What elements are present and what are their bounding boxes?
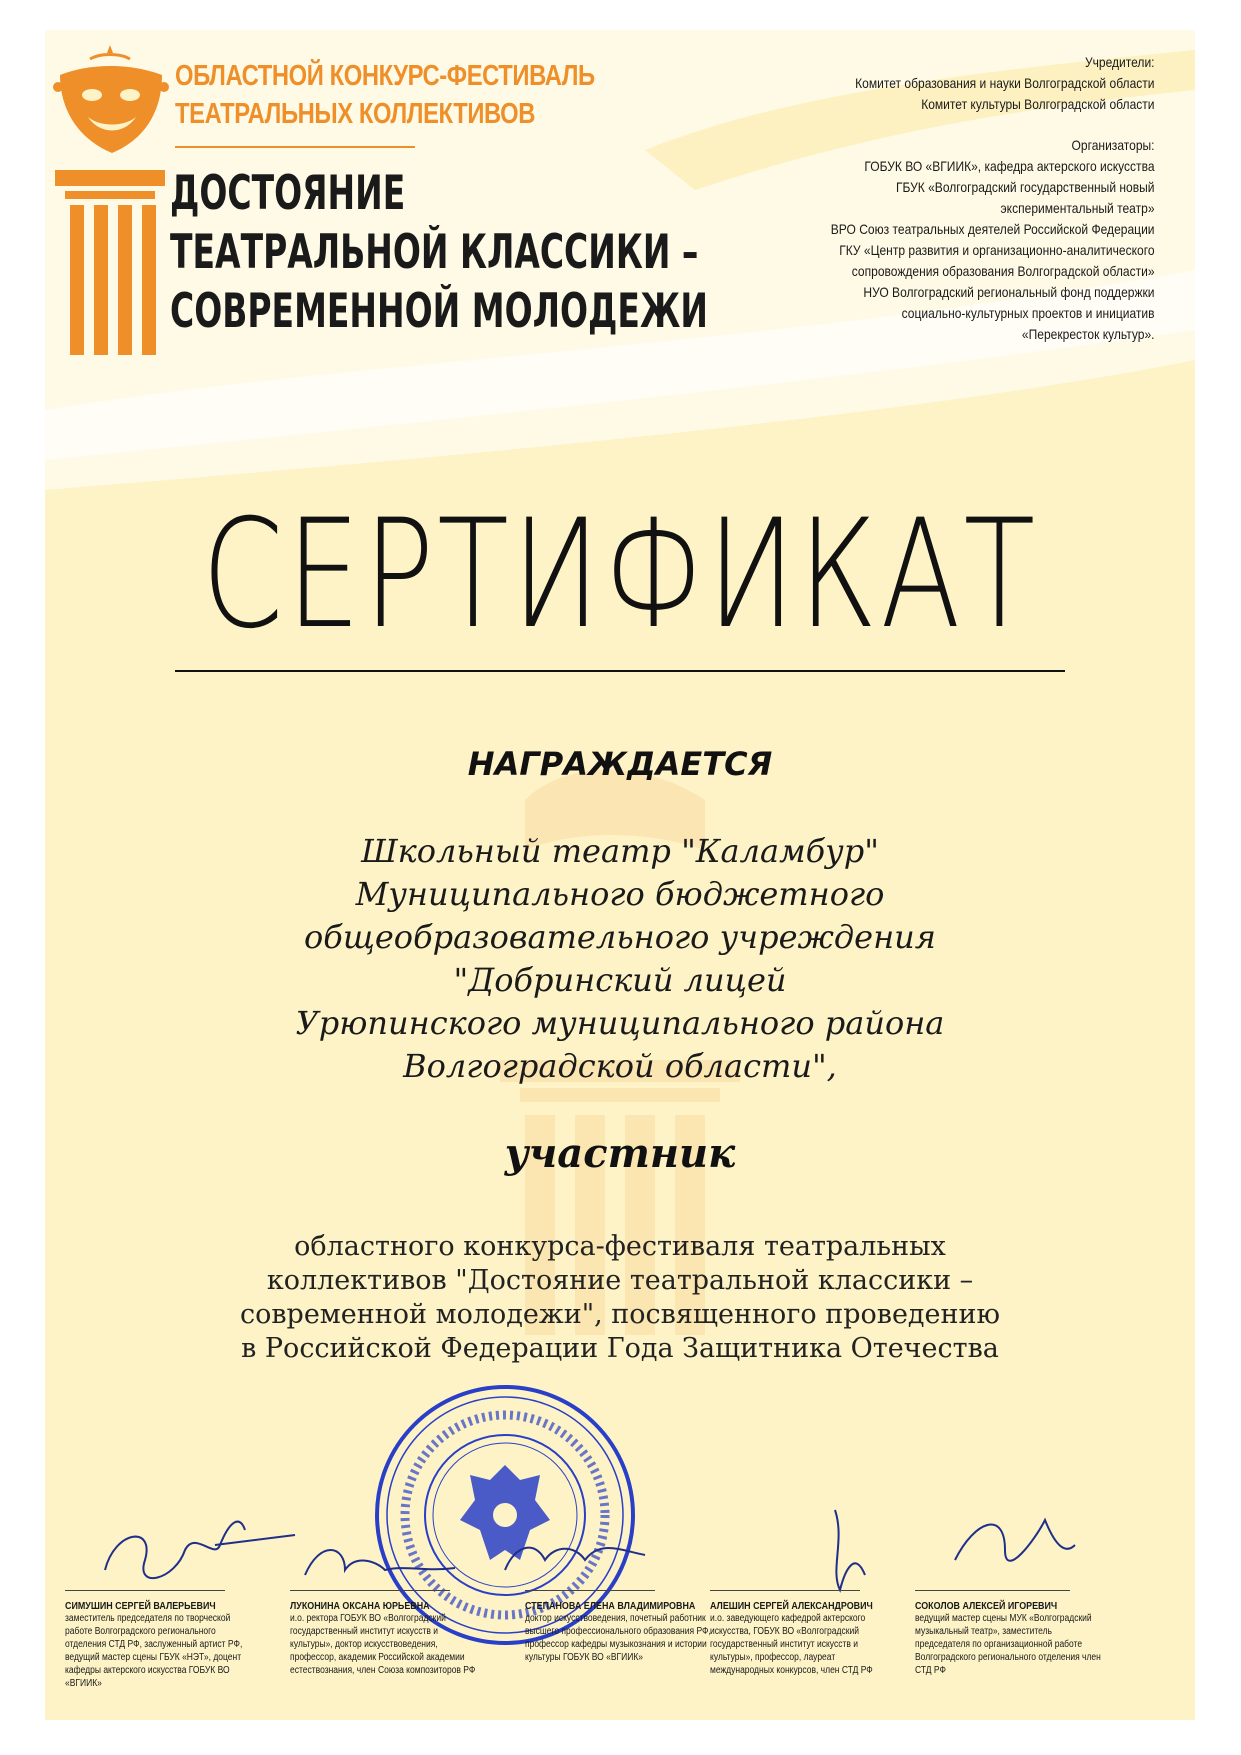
recipient-block (45, 830, 1195, 1088)
organizer-line: ГКУ «Центр развития и организационно-аналитического (839, 242, 1155, 258)
signature-line (290, 1590, 450, 1591)
certificate-title: СЕРТИФИКАТ (201, 488, 1039, 662)
signatory-name: ЛУКОНИНА ОКСАНА ЮРЬЕВНА (290, 1600, 430, 1612)
organizer-line: «Перекресток культур». (1022, 326, 1155, 342)
signatory (65, 1600, 285, 1690)
signatory-title: и.о. заведующего кафедрой актерского искусства, ГОБУК ВО «Волгоградский государственный институт искусств и культуры», профессор, лауреат международных конкурсов, член СТД РФ (710, 1613, 873, 1676)
festival-title-line3: СОВРЕМЕННОЙ МОЛОДЕЖИ (170, 284, 708, 339)
festival-name-line2: ТЕАТРАЛЬНЫХ КОЛЛЕКТИВОВ (175, 98, 536, 130)
signatory-name: СТЕПАНОВА ЕЛЕНА ВЛАДИМИРОВНА (525, 1600, 696, 1612)
participant-role: участник (504, 1130, 736, 1177)
description-line: областного конкурса-фестиваля театральных (294, 1231, 946, 1262)
signatory-title: ведущий мастер сцены МУК «Волгоградский музыкальный театр», заместитель председателя по организационной работе Волгоградского регионального отделения член СТД РФ (915, 1613, 1101, 1676)
festival-title-line2: ТЕАТРАЛЬНОЙ КЛАССИКИ – (170, 225, 699, 280)
signatory-name: АЛЕШИН СЕРГЕЙ АЛЕКСАНДРОВИЧ (710, 1600, 873, 1612)
founder-line: Комитет образования и науки Волгоградской области (855, 75, 1155, 91)
organizer-line: сопровождения образования Волгоградской области» (852, 263, 1155, 279)
recipient-line: Муниципального бюджетного (355, 875, 885, 913)
founder-line: Комитет культуры Волгоградской области (921, 96, 1155, 112)
signatory-name: СИМУШИН СЕРГЕЙ ВАЛЕРЬЕВИЧ (65, 1600, 216, 1612)
signature-line (710, 1590, 860, 1591)
signatory-name: СОКОЛОВ АЛЕКСЕЙ ИГОРЕВИЧ (915, 1600, 1058, 1612)
signatory (710, 1600, 930, 1677)
title-underline (175, 670, 1065, 672)
signatory (290, 1600, 510, 1677)
recipient-line: Урюпинского муниципального района (295, 1004, 945, 1042)
recipient-line: Школьный театр "Каламбур" (361, 832, 879, 870)
signatory-title: заместитель председателя по творческой работе Волгоградского регионального отделения СТД РФ, заслуженный артист РФ, ведущий мастер сцены ГБУК «НЭТ», доцент кафедры актерского искусства ГОБУК ВО «ВГИИК» (65, 1613, 243, 1689)
organizer-line: ГБУК «Волгоградский государственный новый (896, 179, 1155, 195)
recipient-line: общеобразовательного учреждения (304, 918, 936, 956)
description-line: коллективов "Достояние театральной классики – (266, 1265, 974, 1296)
description-line: в Российской Федерации Года Защитника Отечества (241, 1333, 999, 1364)
organizers-heading: Организаторы: (1072, 137, 1155, 153)
organizer-line: ВРО Союз театральных деятелей Российской Федерации (831, 221, 1155, 237)
organizer-line: социально-культурных проектов и инициатив (902, 305, 1155, 321)
certificate-page (45, 30, 1195, 1720)
signature-line (65, 1590, 225, 1591)
signatory (915, 1600, 1135, 1677)
festival-name-line1: ОБЛАСТНОЙ КОНКУРС-ФЕСТИВАЛЬ (175, 60, 595, 92)
theatre-logo-icon (50, 45, 175, 365)
founders-heading: Учредители: (1085, 54, 1155, 70)
description-line: современной молодежи", посвященного проведению (239, 1299, 1001, 1330)
recipient-line: "Добринский лицей (453, 961, 787, 999)
signatures-graphic (45, 1500, 1195, 1600)
signatory-title: и.о. ректора ГОБУК ВО «Волгоградский государственный институт искусств и культуры», доктор искусствоведения, профессор, академик Российской академии естествознания, член Союза композиторов РФ (290, 1613, 476, 1676)
recipient-line: Волгоградской области", (403, 1047, 837, 1085)
header-divider (175, 146, 415, 148)
description-block (45, 1230, 1195, 1366)
founders-block (831, 52, 1155, 345)
festival-title-line1: ДОСТОЯНИЕ (170, 166, 406, 221)
signature-line (915, 1590, 1070, 1591)
awarded-heading: НАГРАЖДАЕТСЯ (467, 745, 773, 783)
signatory-title: доктор искусствоведения, почетный работник высшего профессионального образования РФ, профессор кафедры музыкознания и истории культуры ГОБУК ВО «ВГИИК» (525, 1613, 711, 1663)
organizer-line: экспериментальный театр» (1001, 200, 1155, 216)
organizer-line: НУО Волгоградский региональный фонд поддержки (863, 284, 1155, 300)
organizer-line: ГОБУК ВО «ВГИИК», кафедра актерского искусства (864, 158, 1155, 174)
signature-line (525, 1590, 655, 1591)
